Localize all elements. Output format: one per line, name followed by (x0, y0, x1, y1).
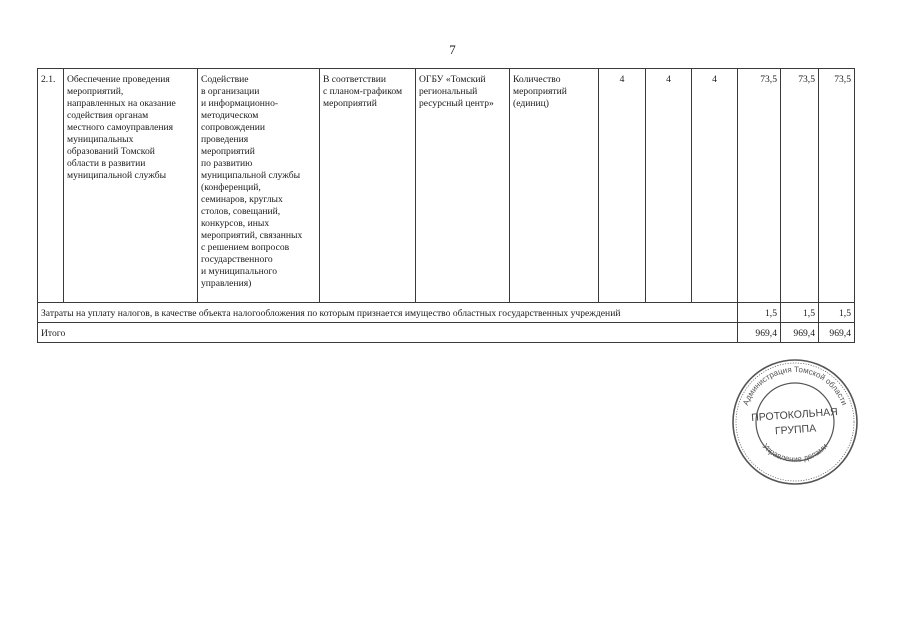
taxes-value-1: 1,5 (738, 303, 781, 323)
table-row (38, 69, 855, 303)
stamp-ring-text-top (741, 365, 849, 407)
total-value-3: 969,4 (819, 323, 855, 343)
taxes-value-2: 1,5 (781, 303, 819, 323)
deadline-cell: В соответствии с планом-графиком мероприятий (320, 69, 416, 303)
stamp-ring-text-bottom-path: Управление делами (760, 441, 830, 464)
page-number: 7 (449, 42, 456, 57)
total-value-2: 969,4 (781, 323, 819, 343)
indicator-value-3: 4 (692, 69, 738, 303)
executor-cell: ОГБУ «Томский региональный ресурсный центр» (416, 69, 510, 303)
taxes-label: Затраты на уплату налогов, в качестве объекта налогообложения по которым признается имущество областных государственных учреждений (38, 303, 738, 323)
stamp-ring-text-bottom (761, 442, 830, 464)
taxes-value-3: 1,5 (819, 303, 855, 323)
plan-table (37, 68, 855, 343)
funding-value-2: 73,5 (781, 69, 819, 303)
stamp-center-line-2: ГРУППА (774, 422, 817, 438)
stamp-ring-text-top-path: Администрация Томской области (741, 364, 849, 407)
stamp-center-line-1: ПРОТОКОЛЬНАЯ (750, 406, 839, 425)
indicator-value-2: 4 (646, 69, 692, 303)
total-row (38, 323, 855, 343)
row-number: 2.1. (38, 69, 64, 303)
indicator-value-1: 4 (599, 69, 646, 303)
protocol-stamp (731, 358, 859, 486)
funding-value-1: 73,5 (738, 69, 781, 303)
content-cell: Содействие в организации и информационно- методическом сопровождении проведения мероприятий по развитию муниципальной службы (конференций, семинаров, круглых столов, совещаний, конкурсов, иных мероприятий, связанных с решением вопросов государственного и муниципального управления) (198, 69, 320, 303)
total-value-1: 969,4 (738, 323, 781, 343)
funding-value-3: 73,5 (819, 69, 855, 303)
activity-cell: Обеспечение проведения мероприятий, направленных на оказание содействия органам местного самоуправления муниципальных образований Томской области в развитии муниципальной службы (64, 69, 198, 303)
taxes-row (38, 303, 855, 323)
total-label: Итого (38, 323, 738, 343)
indicator-cell: Количество мероприятий (единиц) (510, 69, 599, 303)
